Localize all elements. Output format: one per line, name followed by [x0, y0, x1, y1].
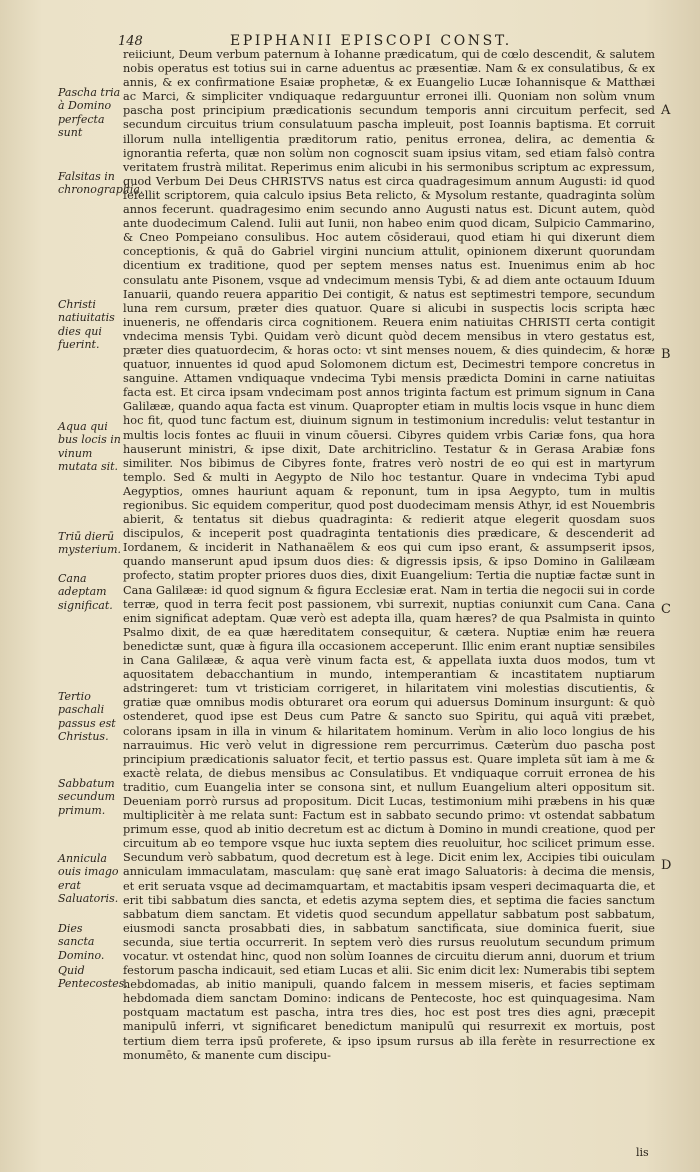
section-letter: C — [661, 602, 671, 617]
margin-note: Christi natiuitatis dies qui fuerint. — [58, 298, 115, 352]
margin-note: Tertio paschali passus est Christus. — [58, 690, 116, 744]
margin-note: Falsitas in chronographia. — [58, 170, 144, 197]
margin-note: Cana adeptam significat. — [58, 572, 113, 612]
main-text-block — [123, 48, 655, 1063]
section-letter: B — [661, 347, 671, 362]
margin-note: Sabbatum secundum primum. — [58, 777, 116, 817]
running-title: EPIPHANII EPISCOPI CONST. — [230, 33, 512, 49]
margin-note: Quid Pentecostes. — [58, 964, 128, 991]
margin-note: Dies sancta Domino. — [58, 922, 105, 962]
margin-note: Annicula ouis imago erat Saluatoris. — [58, 852, 119, 906]
section-letter: D — [661, 858, 672, 873]
section-letter: A — [661, 103, 671, 118]
main-text-paragraph: reiiciunt, Deum verbum paternum à Iohanne prædicatum, qui de cœlo descendit, & salutem nobis operatus est totius sui in carne aduentus ac præsentiæ. Nam & ex consulatibus, & ex annis, & ex confirmatione Esaiæ prophetæ, & ex Euangelio Lucæ Iohannisque & Matthæi ac Marci, & simpliciter vndiquaque redarguuntur erronei illi. Quoniam non solùm vnum pascha post principium prædicationis secundum temporis anni circuitum perfecit, sed secundum circuitus trium consulatuum pascha impleuit, post Ioannis baptisma. Et corruit illorum nulla intelligentia præditorum ratio, penitus erronea, delira, ac dementia & ignorantia referta, quæ non solùm non cognoscit suam ipsius vitam, sed etiam falsò contra veritatem frustrà militat. Reperimus enim alicubi in his sermonibus scriptum ac expressum, quod Verbum Dei Deus CHRISTVS natus est circa quadragesimum annum Augusti: id quod fefellit scriptorem, quia calculo ipsius Beta relicto, & Mysolum restante, quadraginta solùm annos fecerunt. quadragesimo enim secundo anno Augusti natus est. Dicunt autem, quòd ante duodecimum Calend. Iulii aut Iunii, non habeo enim quod dicam, Sulpicio Cammarino, & Cneo Pompeiano consulibus. Hoc autem cōsideraui, quod etiam hi qui dixerunt diem conceptionis, & quā do Gabriel virgini nuncium attulit, opinionem dixerunt quorundam dicentium ex traditione, quod per septem menses natus est. Inuenimus enim ab hoc consulatu ante Pisonem, vsque ad vndecimum mensis Tybi, & ad diem ante octauum Iduum Ianuarii, quando reuera apparitio Dei contigit, & natus est septimestri tempore, secundum luna rem cursum, præter dies quatuor. Quare si alicubi in suspectis locis scripta hæc inueneris, ne offendaris circa cognitionem. Reuera enim natiuitas CHRISTI certa contigit vndecima mensis Tybi. Quidam verò dicunt quòd decem mensibus in vtero gestatus est, præter dies quatuordecim, & horas octo: vt sint menses nouem, & dies quindecim, & horæ quatuor, innuentes id quod apud Solomonem dictum est, Decimestri tempore concretus in sanguine. Attamen vndiquaque vndecima Tybi mensis prædicta Domini in carne natiuitas facta est. Et circa ipsam vndecimam post annos triginta factum est primum signum in Cana Galilææ, quando aqua facta est vinum. Quapropter etiam in multis locis vsque in hunc diem hoc fit, quod tunc factum est, diuinum signum in testimonium incredulis: velut testantur in multis locis fontes ac fluuii in vinum cōuersi. Cibyres quidem vrbis Cariæ fons, qua hora hauserunt ministri, & ipse dixit, Date architriclino. Testatur & in Gerasa Arabiæ fons similiter. Nos bibimus de Cibyres fonte, fratres verò nostri de eo qui est in martyrum templo. Sed & multi in Aegypto de Nilo hoc testantur. Quare in vndecima Tybi apud Aegyptios, omnes hauriunt aquam & reponunt, tum in ipsa Aegypto, tum in multis regionibus. Sic equidem comperitur, quod post duodecimam mensis Athyr, id est Nouembris abierit, & tentatus sit diebus quadraginta: & redierit atque elegerit quosdam suos discipulos, & inceperit post quadraginta tentationis dies prædicare, & descenderit ad Iordanem, & inciderit in Nathanaëlem & eos qui cum ipso erant, & assumpserit ipsos, quando manserunt apud ipsum duos dies: & digressis ipsis, & ipso Domino in Galilæam profecto, statim propter priores duos dies, dixit Euangelium: Tertia die nuptiæ factæ sunt in Cana Galilææ: id quod signum & figura Ecclesiæ erat. Nam in tertia die negocii sui in corde terræ, quod in terra fecit post passionem, vbi surrexit, nuptias coniunxit cum Cana. Cana enim significat adeptam. Quæ verò est adepta illa, quam hæres? de qua Psalmista in quinto Psalmo dixit, de ea quæ hæreditatem consequitur, & cætera. Nuptiæ enim hæ reuera benedictæ sunt, quæ à figura illa occasionem acceperunt. Illic enim erant nuptiæ sensibiles in Cana Galilææ, & aqua verè vinum facta est, & appellata iuxta duos modos, tum vt aquositatem debacchantium in mundo, intemperantiam & incastitatem nuptiarum adstringeret: tum vt tristiciam corrigeret, in hilaritatem vini molestias discutientis, & gratiæ quæ omnibus modis obturaret ora eorum qui aduersus Dominum insurgunt: & quò ostenderet, quod ipse est Deus cum Patre & sancto suo Spiritu, qui aquā viti præbet, colorans ipsam in illa in vinum & hilaritatem hominum. Verùm in alio loco longius de his narrauimus. Hic verò velut in digressione rem percurrimus. Cæterùm duo pascha post principium prædicationis saluator fecit, et tertio passus est. Quare impleta sūt iam à me & exactè relata, de diebus mensibus ac Consulatibus. Et vndiquaque corruit erronea de his traditio, cum Euangelia inter se consona sint, et nullum Euangelium alteri oppositum sit. Deueniam porrò rursus ad propositum. Dicit Lucas, testimonium mihi præbens in his quæ multiplicitèr à me relata sunt: Factum est in sabbato secundo primo: vt ostendat sabbatum primum esse, quod ab initio decretum est ac dictum à Domino in mundi creatione, quod per circuitum ab eo tempore vsque huc iuxta septem dies reuoluitur, hoc scilicet primum esse. Secundum verò sabbatum, quod decretum est à lege. Dicit enim lex, Accipies tibi ouiculam anniculam immaculatam, masculam: quę sanè erat imago Saluatoris: à decima die mensis, et erit seruata vsque ad decimamquartam, et mactabitis ipsam vesperi decimaquarta die, et erit tibi sabbatum dies sancta, et edetis azyma septem dies, et septima die facies sanctum sabbatum diem sanctam. Et videtis quod secundum appellatur sabbatum post sabbatum, eiusmodi sancta prosabbati dies, in sabbatum sanctificata, siue dominica fuerit, siue secunda, siue tertia occurrerit. In septem verò dies rursus reuolutum secundum primum vocatur. vt ostendat hinc, quod non solùm Ioannes de circuitu dierum anni, duorum et trium festorum pascha indicauit, sed etiam Lucas et alii. Sic enim dicit lex: Numerabis tibi septem hebdomadas, ab initio manipuli, quando falcem in messem miseris, et facies septimam hebdomada diem sanctam Domino: indicans de Pentecoste, hoc est quinquagesima. Nam postquam mactatum est pascha, intra tres dies, hoc est post tres dies agni, præcepit manipulū inferri, vt significaret benedictum manipulū qui resurrexit ex mortuis, post tertium diem terra ipsū proferete, & ipso ipsum rursus ab illa ferète in resurrectione ex monumēto, & manente cum discipu- — [123, 48, 655, 1062]
margin-note: Triū dierū mysterium. — [58, 530, 122, 557]
page-number: 148 — [118, 34, 143, 49]
margin-note: Pascha tria à Domino perfecta sunt — [58, 86, 121, 140]
margin-note: Aqua qui bus locis in vinum mutata sit. — [58, 420, 121, 474]
catchword: lis — [636, 1146, 649, 1159]
